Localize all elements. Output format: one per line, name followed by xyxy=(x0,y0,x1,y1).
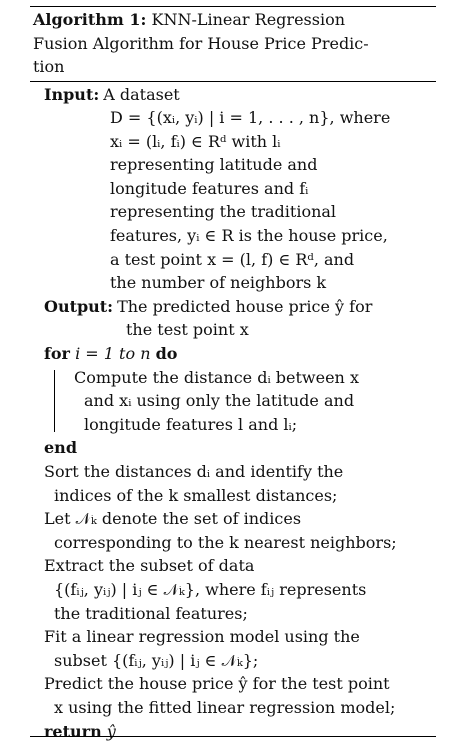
step-line: Extract the subset of data xyxy=(44,554,436,578)
step-extract-subset xyxy=(44,554,436,625)
algorithm-caption xyxy=(30,7,436,81)
step-predict xyxy=(44,672,436,719)
input-line-1: D = {(xᵢ, yᵢ) | i = 1, . . . , n}, where xyxy=(44,106,436,130)
input-line-5: representing the traditional xyxy=(44,200,436,224)
input-block xyxy=(44,83,436,295)
step-line: the traditional features; xyxy=(44,602,436,626)
input-line-4: longitude features and fᵢ xyxy=(44,177,436,201)
algorithm-box xyxy=(30,6,436,743)
caption-title-line3: tion xyxy=(33,55,436,79)
step-neighbor-set xyxy=(44,507,436,554)
caption-title-line1: KNN-Linear Regression xyxy=(152,10,346,29)
step-line: x using the fitted linear regression model; xyxy=(44,696,436,720)
for-loop xyxy=(44,342,436,460)
input-line-3: representing latitude and xyxy=(44,153,436,177)
bottom-rule xyxy=(30,736,436,737)
do-keyword: do xyxy=(156,344,178,363)
output-label: Output: xyxy=(44,295,113,319)
output-line-1: the test point x xyxy=(44,318,436,342)
step-sort xyxy=(44,460,436,507)
caption-title-line2: Fusion Algorithm for House Price Predic- xyxy=(33,32,436,56)
end-keyword: end xyxy=(44,436,436,460)
step-line: corresponding to the k nearest neighbors; xyxy=(44,531,436,555)
step-fit-model xyxy=(44,625,436,672)
input-line-6: features, yᵢ ∈ R is the house price, xyxy=(44,224,436,248)
output-line-0: The predicted house price ŷ for xyxy=(113,295,372,319)
return-keyword: return xyxy=(44,722,102,741)
for-range: i = 1 to n xyxy=(75,344,150,363)
loop-scope-bar xyxy=(54,370,55,433)
step-line: Fit a linear regression model using the xyxy=(44,625,436,649)
input-line-0: A dataset xyxy=(99,83,180,107)
step-line: Predict the house price ŷ for the test point xyxy=(44,672,436,696)
for-body-line-1: and xᵢ using only the latitude and xyxy=(74,389,436,413)
algorithm-body xyxy=(30,82,436,743)
for-header xyxy=(44,342,436,366)
for-body-line-2: longitude features l and lᵢ; xyxy=(74,413,436,437)
for-body xyxy=(44,366,436,437)
input-line-2: xᵢ = (lᵢ, fᵢ) ∈ Rᵈ with lᵢ xyxy=(44,130,436,154)
input-label: Input: xyxy=(44,83,99,107)
for-body-line-0: Compute the distance dᵢ between x xyxy=(74,366,436,390)
step-line: {(fᵢⱼ, yᵢⱼ) | iⱼ ∈ 𝒩ₖ}, where fᵢⱼ represents xyxy=(44,578,436,602)
output-block xyxy=(44,295,436,342)
input-line-8: the number of neighbors k xyxy=(44,271,436,295)
input-line-7: a test point x = (l, f) ∈ Rᵈ, and xyxy=(44,248,436,272)
step-line: Let 𝒩ₖ denote the set of indices xyxy=(44,507,436,531)
step-line: indices of the k smallest distances; xyxy=(44,484,436,508)
caption-label: Algorithm 1: xyxy=(33,10,146,29)
for-keyword: for xyxy=(44,344,70,363)
return-statement xyxy=(44,720,436,743)
return-value: ŷ xyxy=(107,722,116,741)
step-line: subset {(fᵢⱼ, yᵢⱼ) | iⱼ ∈ 𝒩ₖ}; xyxy=(44,649,436,673)
step-line: Sort the distances dᵢ and identify the xyxy=(44,460,436,484)
